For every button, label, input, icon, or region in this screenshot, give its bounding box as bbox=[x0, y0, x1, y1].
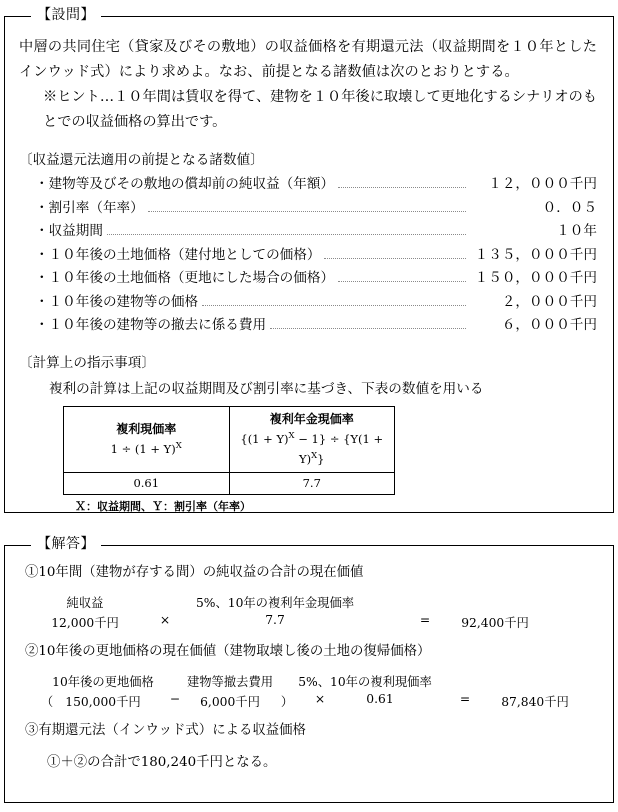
leader-dots bbox=[338, 187, 466, 188]
label-future-land-price: 10年後の更地価格 bbox=[52, 675, 154, 689]
leader-dots bbox=[270, 328, 466, 329]
leader-dots bbox=[338, 281, 466, 282]
value-net-income: 12,000千円 bbox=[51, 616, 119, 630]
leader-dots bbox=[324, 258, 466, 259]
premise-value: １２，０００千円 bbox=[488, 176, 597, 192]
operator-multiply: × bbox=[159, 613, 171, 627]
column-formula: $1 \div (1 + Y)^X$ bbox=[110, 440, 182, 456]
leader-dots bbox=[107, 234, 466, 235]
answer-step1-calc bbox=[25, 593, 599, 633]
value-annuity-rate: 7.7 bbox=[265, 613, 285, 627]
premise-label: ・収益期間 bbox=[35, 223, 103, 239]
result-step2: 87,840千円 bbox=[501, 695, 569, 709]
premise-label: ・１０年後の土地価格（更地にした場合の価格） bbox=[35, 270, 335, 286]
answer-step3-heading: ③有期還元法（インウッド式）による収益価格 bbox=[25, 723, 306, 738]
premise-value: １５０，０００千円 bbox=[474, 270, 597, 286]
operator-equals: = bbox=[419, 613, 431, 627]
question-panel bbox=[4, 7, 614, 514]
column-formula: $\{(1 + Y)^X - 1\} \div \{Y(1 + Y)^X\}$ bbox=[240, 430, 384, 467]
table-row bbox=[64, 406, 395, 473]
premise-value: ６，０００千円 bbox=[501, 317, 597, 333]
premise-label: ・割引率（年率） bbox=[35, 199, 144, 216]
list-item bbox=[35, 267, 597, 291]
answer-step1-heading: ①10年間（建物が存する間）の純収益の合計の現在価値 bbox=[25, 565, 364, 580]
answer-legend: 【解答】 bbox=[31, 535, 101, 553]
question-legend: 【設問】 bbox=[31, 6, 101, 24]
premise-value: １０年 bbox=[556, 223, 597, 239]
premise-label: ・１０年後の土地価格（建付地としての価格） bbox=[35, 246, 321, 263]
list-item bbox=[35, 314, 597, 338]
column-title: 複利現価率 bbox=[116, 421, 177, 436]
answer-panel bbox=[4, 536, 614, 803]
premise-list bbox=[19, 173, 597, 338]
answer-step2-heading: ②10年後の更地価格の現在価値（建物取壊し後の土地の復帰価格） bbox=[25, 644, 431, 659]
value-present-value-rate: 0.61 bbox=[366, 692, 394, 706]
question-hint: ※ヒント…１０年間は賃収を得て、建物を１０年後に取壊して更地化するシナリオのもとでの収益価格の算出です。 bbox=[43, 89, 597, 130]
rate-value-annuity: 7.7 bbox=[229, 473, 395, 495]
list-item bbox=[35, 220, 597, 244]
label-present-value-rate: 5%、10年の複利現価率 bbox=[298, 675, 432, 689]
table-legend-note: Ｘ：収益期間、Ｙ：割引率（年率） bbox=[75, 500, 251, 514]
calc-value-row bbox=[25, 613, 599, 633]
answer-body bbox=[25, 562, 599, 774]
answer-step2-calc bbox=[25, 672, 599, 712]
rate-header-present-value bbox=[64, 406, 230, 473]
question-body bbox=[19, 35, 597, 516]
value-demolition-cost: 6,000千円 bbox=[200, 695, 260, 709]
question-paragraph: 中層の共同住宅（貸家及びその敷地）の収益価格を有期還元法（収益期間を１０年としたインウッド式）により求めよ。なお、前提となる諸数値は次のとおりとする。 bbox=[19, 39, 597, 80]
value-future-land-price: 150,000千円 bbox=[65, 695, 141, 709]
rate-value-present-value: 0.61 bbox=[64, 473, 230, 495]
compound-rate-table bbox=[63, 406, 395, 496]
calc-heading: 〔計算上の指示事項〕 bbox=[19, 354, 155, 371]
table-row bbox=[64, 473, 395, 495]
premise-value: ０．０５ bbox=[542, 199, 597, 216]
list-item bbox=[35, 244, 597, 268]
calc-label-row bbox=[25, 672, 599, 692]
premise-value: ２，０００千円 bbox=[501, 293, 597, 310]
calc-label-row bbox=[25, 593, 599, 613]
list-item bbox=[35, 291, 597, 315]
premise-label: ・１０年後の建物等の撤去に係る費用 bbox=[35, 317, 267, 333]
operator-multiply: × bbox=[314, 692, 326, 706]
list-item bbox=[35, 173, 597, 197]
premise-heading: 〔収益還元法適用の前提となる諸数値〕 bbox=[19, 152, 264, 168]
paren-open: （ bbox=[40, 695, 54, 709]
operator-equals: = bbox=[459, 692, 471, 706]
label-annuity-rate: 5%、10年の複利年金現価率 bbox=[195, 596, 355, 610]
leader-dots bbox=[148, 211, 466, 212]
premise-label: ・１０年後の建物等の価格 bbox=[35, 293, 199, 310]
rate-header-annuity bbox=[229, 406, 395, 473]
label-demolition-cost: 建物等撤去費用 bbox=[186, 675, 274, 689]
label-net-income: 純収益 bbox=[66, 596, 104, 610]
calc-value-row bbox=[25, 692, 599, 712]
list-item bbox=[35, 197, 597, 221]
calc-note: 複利の計算は上記の収益期間及び割引率に基づき、下表の数値を用いる bbox=[49, 380, 484, 397]
paren-close: ） bbox=[280, 695, 294, 709]
result-step1: 92,400千円 bbox=[461, 616, 529, 630]
premise-value: １３５，０００千円 bbox=[474, 246, 597, 263]
leader-dots bbox=[202, 305, 466, 306]
answer-total: ①＋②の合計で180,240千円となる。 bbox=[47, 755, 277, 770]
premise-label: ・建物等及びその敷地の償却前の純収益（年額） bbox=[35, 176, 335, 192]
column-title: 複利年金現価率 bbox=[269, 411, 354, 426]
operator-minus: − bbox=[169, 692, 181, 706]
